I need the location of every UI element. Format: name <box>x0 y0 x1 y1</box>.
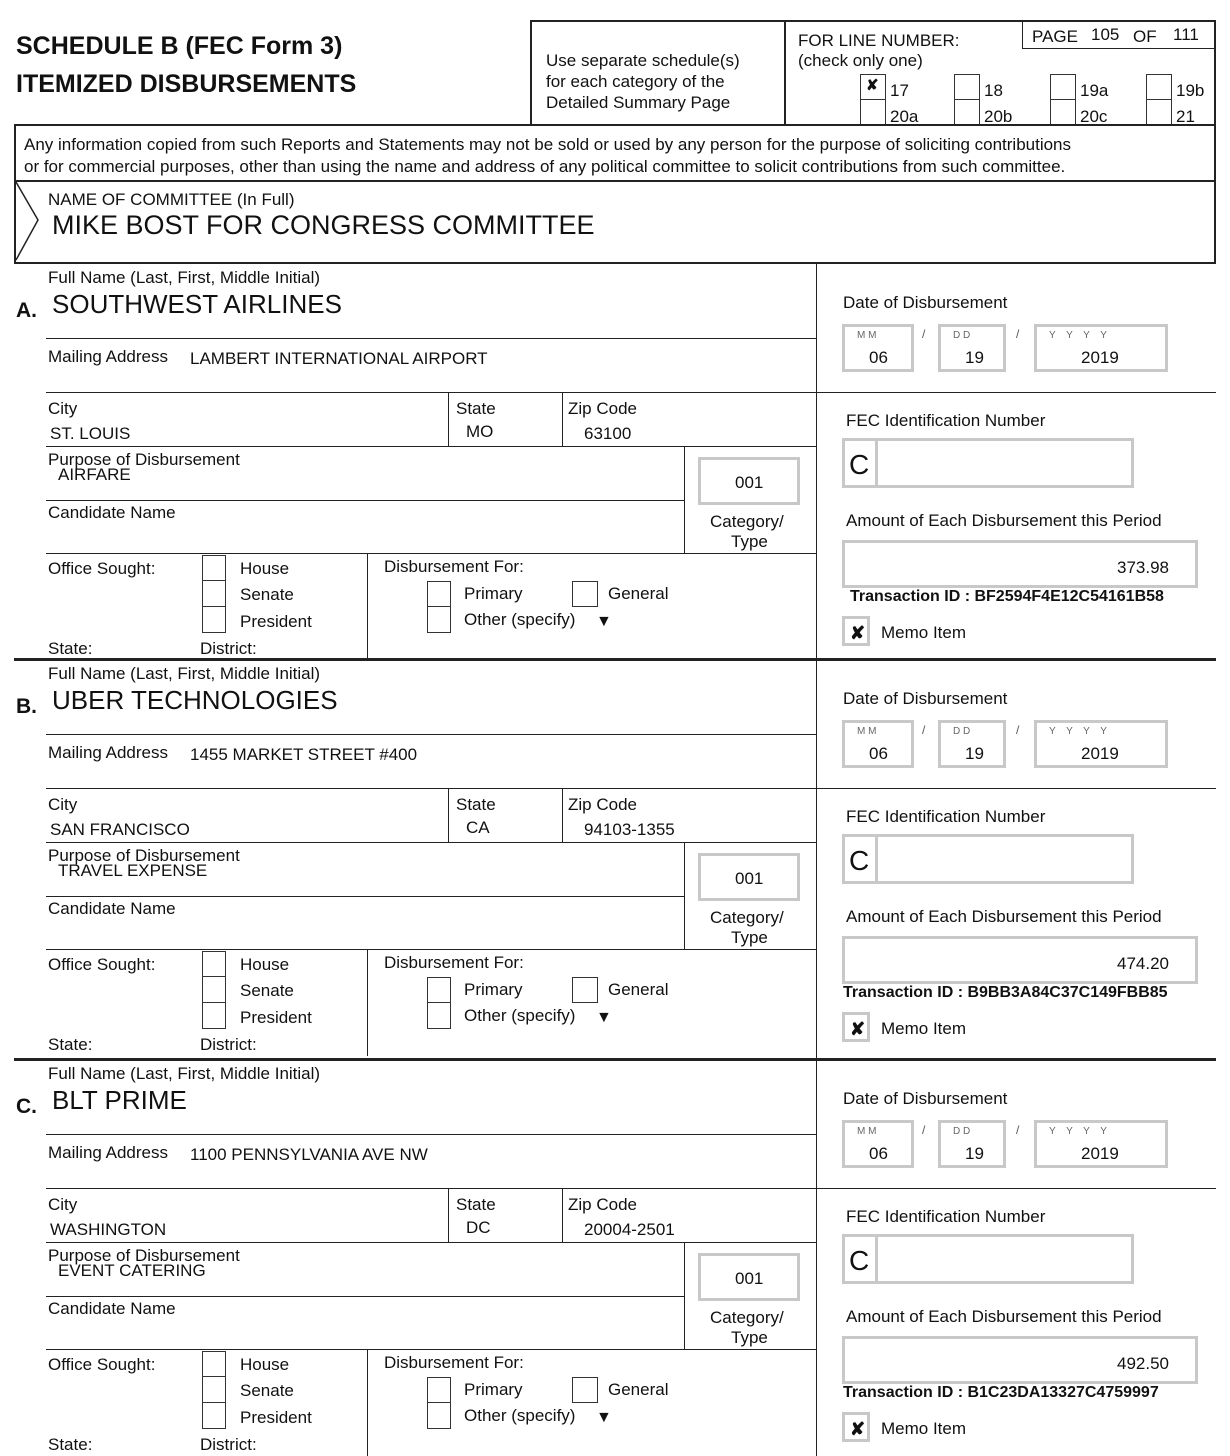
state-label: State <box>456 795 496 814</box>
senate-checkbox[interactable] <box>202 1377 226 1403</box>
category-value: 001 <box>735 473 764 492</box>
date-of-disbursement-label: Date of Disbursement <box>843 1089 1008 1108</box>
transaction-id: Transaction ID : B9BB3A84C37C149FBB85 <box>843 984 1168 1001</box>
senate-checkbox[interactable] <box>202 977 226 1003</box>
mailing-address-label: Mailing Address <box>48 743 169 762</box>
line-option-label: 20a <box>890 107 919 126</box>
line-option-label: 21 <box>1176 107 1195 126</box>
memo-item-label: Memo Item <box>881 1419 967 1438</box>
state-field-label: State: <box>48 1035 93 1054</box>
fec-prefix: C <box>849 1245 870 1276</box>
line-option-label: 19b <box>1176 81 1205 100</box>
mailing-address-label: Mailing Address <box>48 347 169 366</box>
payee-name: SOUTHWEST AIRLINES <box>52 289 342 319</box>
line-number-title: FOR LINE NUMBER: <box>798 31 960 50</box>
state-field-label: State: <box>48 639 93 658</box>
mailing-address-value: 1455 MARKET STREET #400 <box>190 745 418 764</box>
line-option-label: 20b <box>984 107 1013 126</box>
amount-label: Amount of Each Disbursement this Period <box>846 511 1162 530</box>
transaction-id: Transaction ID : B1C23DA13327C4759997 <box>843 1384 1159 1401</box>
instructions-line: Detailed Summary Page <box>546 93 731 112</box>
day-box <box>938 1120 1006 1168</box>
general-label: General <box>608 1380 669 1399</box>
form-subtitle: ITEMIZED DISBURSEMENTS <box>16 70 357 98</box>
day-placeholder: D D <box>953 330 971 341</box>
purpose-label: Purpose of Disbursement <box>48 1246 240 1265</box>
city-value: SAN FRANCISCO <box>50 820 190 839</box>
category-type-label: Type <box>731 1328 768 1347</box>
amount-box <box>842 1336 1198 1384</box>
house-label: House <box>240 559 290 578</box>
day-value: 19 <box>965 1144 984 1163</box>
zip-value: 20004-2501 <box>584 1220 675 1239</box>
day-value: 19 <box>965 744 984 763</box>
month-box <box>842 1120 914 1168</box>
general-checkbox[interactable] <box>572 1377 598 1403</box>
president-label: President <box>240 1408 312 1427</box>
fec-id-label: FEC Identification Number <box>846 1207 1046 1226</box>
zip-value: 94103-1355 <box>584 820 675 839</box>
candidate-name-label: Candidate Name <box>48 503 176 522</box>
notice-line: or for commercial purposes, other than using the name and address of any political committee to solicit contributions from such committee. <box>24 157 1066 176</box>
house-label: House <box>240 1355 290 1374</box>
mailing-address-value: 1100 PENNSYLVANIA AVE NW <box>190 1145 428 1164</box>
primary-label: Primary <box>464 1380 523 1399</box>
amount-value: 373.98 <box>1117 558 1169 577</box>
full-name-label: Full Name (Last, First, Middle Initial) <box>48 664 321 683</box>
office-sought-label: Office Sought: <box>48 955 156 974</box>
amount-box <box>842 936 1198 984</box>
other-checkbox[interactable] <box>427 1003 451 1029</box>
month-placeholder: M M <box>857 1126 877 1137</box>
day-value: 19 <box>965 348 984 367</box>
instructions-box <box>530 20 786 124</box>
mailing-address-label: Mailing Address <box>48 1143 169 1162</box>
memo-checkbox[interactable] <box>842 1012 870 1042</box>
city-label: City <box>48 795 78 814</box>
house-checkbox[interactable] <box>202 1351 226 1377</box>
month-placeholder: M M <box>857 330 877 341</box>
form-title: SCHEDULE B (FEC Form 3) <box>16 32 343 60</box>
arrow-down-icon: ▼ <box>596 1409 612 1426</box>
state-value: DC <box>466 1218 491 1237</box>
candidate-name-label: Candidate Name <box>48 1299 176 1318</box>
year-box <box>1034 720 1168 768</box>
date-separator: / <box>922 1123 926 1137</box>
senate-checkbox[interactable] <box>202 581 226 607</box>
committee-arrow-icon <box>16 182 42 262</box>
purpose-value: AIRFARE <box>58 465 131 484</box>
year-value: 2019 <box>1081 348 1119 367</box>
city-label: City <box>48 1195 78 1214</box>
full-name-label: Full Name (Last, First, Middle Initial) <box>48 268 321 287</box>
amount-value: 474.20 <box>1117 954 1169 973</box>
fec-id-box <box>842 438 1134 488</box>
fec-prefix: C <box>849 845 870 876</box>
disbursement-for-label: Disbursement For: <box>384 953 524 972</box>
amount-value: 492.50 <box>1117 1354 1169 1373</box>
category-type-label: Type <box>731 928 768 947</box>
line-checkbox-21[interactable] <box>1146 100 1172 126</box>
page-label: PAGE <box>1032 27 1078 46</box>
memo-checkbox[interactable] <box>842 1412 870 1442</box>
senate-label: Senate <box>240 981 294 1000</box>
disbursement-for-label: Disbursement For: <box>384 1353 524 1372</box>
year-placeholder: Y Y Y Y <box>1049 1126 1111 1137</box>
memo-check-icon: ✘ <box>850 1019 866 1039</box>
mailing-address-value: LAMBERT INTERNATIONAL AIRPORT <box>190 349 488 368</box>
month-placeholder: M M <box>857 726 877 737</box>
month-value: 06 <box>869 1144 888 1163</box>
date-of-disbursement-label: Date of Disbursement <box>843 293 1008 312</box>
year-placeholder: Y Y Y Y <box>1049 726 1111 737</box>
line-checkbox-17[interactable] <box>860 74 886 100</box>
memo-check-icon: ✘ <box>850 1419 866 1439</box>
line-number-subtitle: (check only one) <box>798 51 923 70</box>
house-checkbox[interactable] <box>202 555 226 581</box>
general-label: General <box>608 584 669 603</box>
category-box <box>698 853 800 901</box>
fec-id-label: FEC Identification Number <box>846 807 1046 826</box>
arrow-down-icon: ▼ <box>596 613 612 630</box>
purpose-label: Purpose of Disbursement <box>48 450 240 469</box>
general-checkbox[interactable] <box>572 581 598 607</box>
category-value: 001 <box>735 869 764 888</box>
category-type-label: Category/ <box>710 512 784 531</box>
zip-value: 63100 <box>584 424 632 443</box>
full-name-label: Full Name (Last, First, Middle Initial) <box>48 1064 321 1083</box>
category-value: 001 <box>735 1269 764 1288</box>
of-label: OF <box>1133 27 1157 46</box>
city-value: ST. LOUIS <box>50 424 131 443</box>
transaction-id: Transaction ID : BF2594F4E12C54161B58 <box>850 588 1164 605</box>
other-checkbox[interactable] <box>427 1403 451 1429</box>
district-label: District: <box>200 639 257 658</box>
amount-box <box>842 540 1198 588</box>
date-separator: / <box>922 327 926 341</box>
amount-label: Amount of Each Disbursement this Period <box>846 907 1162 926</box>
line-option-label: 18 <box>984 81 1003 100</box>
memo-item-label: Memo Item <box>881 1019 967 1038</box>
other-specify-label: Other (specify) <box>464 1406 576 1425</box>
entry-letter: B. <box>16 695 37 718</box>
state-label: State <box>456 399 496 418</box>
instructions-line: for each category of the <box>546 72 725 91</box>
committee-name: MIKE BOST FOR CONGRESS COMMITTEE <box>52 210 595 240</box>
president-checkbox[interactable] <box>202 607 226 633</box>
year-box <box>1034 324 1168 372</box>
senate-label: Senate <box>240 1381 294 1400</box>
page-total: 111 <box>1173 25 1199 44</box>
fec-id-label: FEC Identification Number <box>846 411 1046 430</box>
house-label: House <box>240 955 290 974</box>
primary-checkbox[interactable] <box>427 977 451 1003</box>
state-field-label: State: <box>48 1435 93 1454</box>
payee-name: BLT PRIME <box>52 1085 187 1115</box>
state-label: State <box>456 1195 496 1214</box>
date-separator: / <box>1016 327 1020 341</box>
line-option-label: 17 <box>890 81 909 100</box>
general-checkbox[interactable] <box>572 977 598 1003</box>
line-checkbox-19a[interactable] <box>1050 74 1076 100</box>
date-of-disbursement-label: Date of Disbursement <box>843 689 1008 708</box>
president-label: President <box>240 1008 312 1027</box>
disbursement-entry-b <box>0 660 1230 1056</box>
year-box <box>1034 1120 1168 1168</box>
category-box <box>698 457 800 505</box>
notice-line: Any information copied from such Reports and Statements may not be sold or used by any person for the purpose of soliciting contributions <box>24 135 1072 154</box>
zip-label: Zip Code <box>568 795 637 814</box>
district-label: District: <box>200 1435 257 1454</box>
disbursement-entry-c <box>0 1060 1230 1456</box>
purpose-label: Purpose of Disbursement <box>48 846 240 865</box>
memo-check-icon: ✘ <box>850 623 866 643</box>
state-value: MO <box>466 422 494 441</box>
day-box <box>938 324 1006 372</box>
date-separator: / <box>1016 723 1020 737</box>
month-value: 06 <box>869 744 888 763</box>
purpose-value: EVENT CATERING <box>58 1261 206 1280</box>
line-option-label: 20c <box>1080 107 1108 126</box>
fec-id-box <box>842 1234 1134 1284</box>
day-placeholder: D D <box>953 1126 971 1137</box>
general-label: General <box>608 980 669 999</box>
disbursement-entry-a <box>0 264 1230 660</box>
year-value: 2019 <box>1081 744 1119 763</box>
line-number-box <box>786 20 1216 124</box>
day-box <box>938 720 1006 768</box>
line-checkbox-20b[interactable] <box>954 100 980 126</box>
date-separator: / <box>1016 1123 1020 1137</box>
primary-label: Primary <box>464 584 523 603</box>
primary-checkbox[interactable] <box>427 581 451 607</box>
fec-id-box <box>842 834 1134 884</box>
president-checkbox[interactable] <box>202 1403 226 1429</box>
category-box <box>698 1253 800 1301</box>
state-value: CA <box>466 818 490 837</box>
category-type-label: Category/ <box>710 908 784 927</box>
zip-label: Zip Code <box>568 399 637 418</box>
city-label: City <box>48 399 78 418</box>
line-checkbox-20c[interactable] <box>1050 100 1076 126</box>
memo-item-label: Memo Item <box>881 623 967 642</box>
other-specify-label: Other (specify) <box>464 610 576 629</box>
line-checkbox-20a[interactable] <box>860 100 886 126</box>
notice-box <box>14 124 1216 264</box>
month-value: 06 <box>869 348 888 367</box>
year-placeholder: Y Y Y Y <box>1049 330 1111 341</box>
entry-letter: A. <box>16 299 37 322</box>
president-label: President <box>240 612 312 631</box>
page-indicator <box>1022 22 1215 49</box>
president-checkbox[interactable] <box>202 1003 226 1029</box>
category-type-label: Category/ <box>710 1308 784 1327</box>
zip-label: Zip Code <box>568 1195 637 1214</box>
other-specify-label: Other (specify) <box>464 1006 576 1025</box>
primary-checkbox[interactable] <box>427 1377 451 1403</box>
purpose-value: TRAVEL EXPENSE <box>58 861 208 880</box>
other-checkbox[interactable] <box>427 607 451 633</box>
instructions-line: Use separate schedule(s) <box>546 51 740 70</box>
fec-prefix: C <box>849 449 870 480</box>
entry-letter: C. <box>16 1095 37 1118</box>
amount-label: Amount of Each Disbursement this Period <box>846 1307 1162 1326</box>
memo-checkbox[interactable] <box>842 616 870 646</box>
month-box <box>842 324 914 372</box>
line-checkbox-19b[interactable] <box>1146 74 1172 100</box>
arrow-down-icon: ▼ <box>596 1009 612 1026</box>
committee-label: NAME OF COMMITTEE (In Full) <box>48 190 295 209</box>
line-option-label: 19a <box>1080 81 1109 100</box>
candidate-name-label: Candidate Name <box>48 899 176 918</box>
payee-name: UBER TECHNOLOGIES <box>52 685 338 715</box>
house-checkbox[interactable] <box>202 951 226 977</box>
day-placeholder: D D <box>953 726 971 737</box>
check-mark-icon: ✘ <box>866 77 879 94</box>
category-type-label: Type <box>731 532 768 551</box>
office-sought-label: Office Sought: <box>48 1355 156 1374</box>
month-box <box>842 720 914 768</box>
office-sought-label: Office Sought: <box>48 559 156 578</box>
senate-label: Senate <box>240 585 294 604</box>
primary-label: Primary <box>464 980 523 999</box>
date-separator: / <box>922 723 926 737</box>
page-number: 105 <box>1091 25 1120 44</box>
district-label: District: <box>200 1035 257 1054</box>
year-value: 2019 <box>1081 1144 1119 1163</box>
disbursement-for-label: Disbursement For: <box>384 557 524 576</box>
city-value: WASHINGTON <box>50 1220 167 1239</box>
line-checkbox-18[interactable] <box>954 74 980 100</box>
